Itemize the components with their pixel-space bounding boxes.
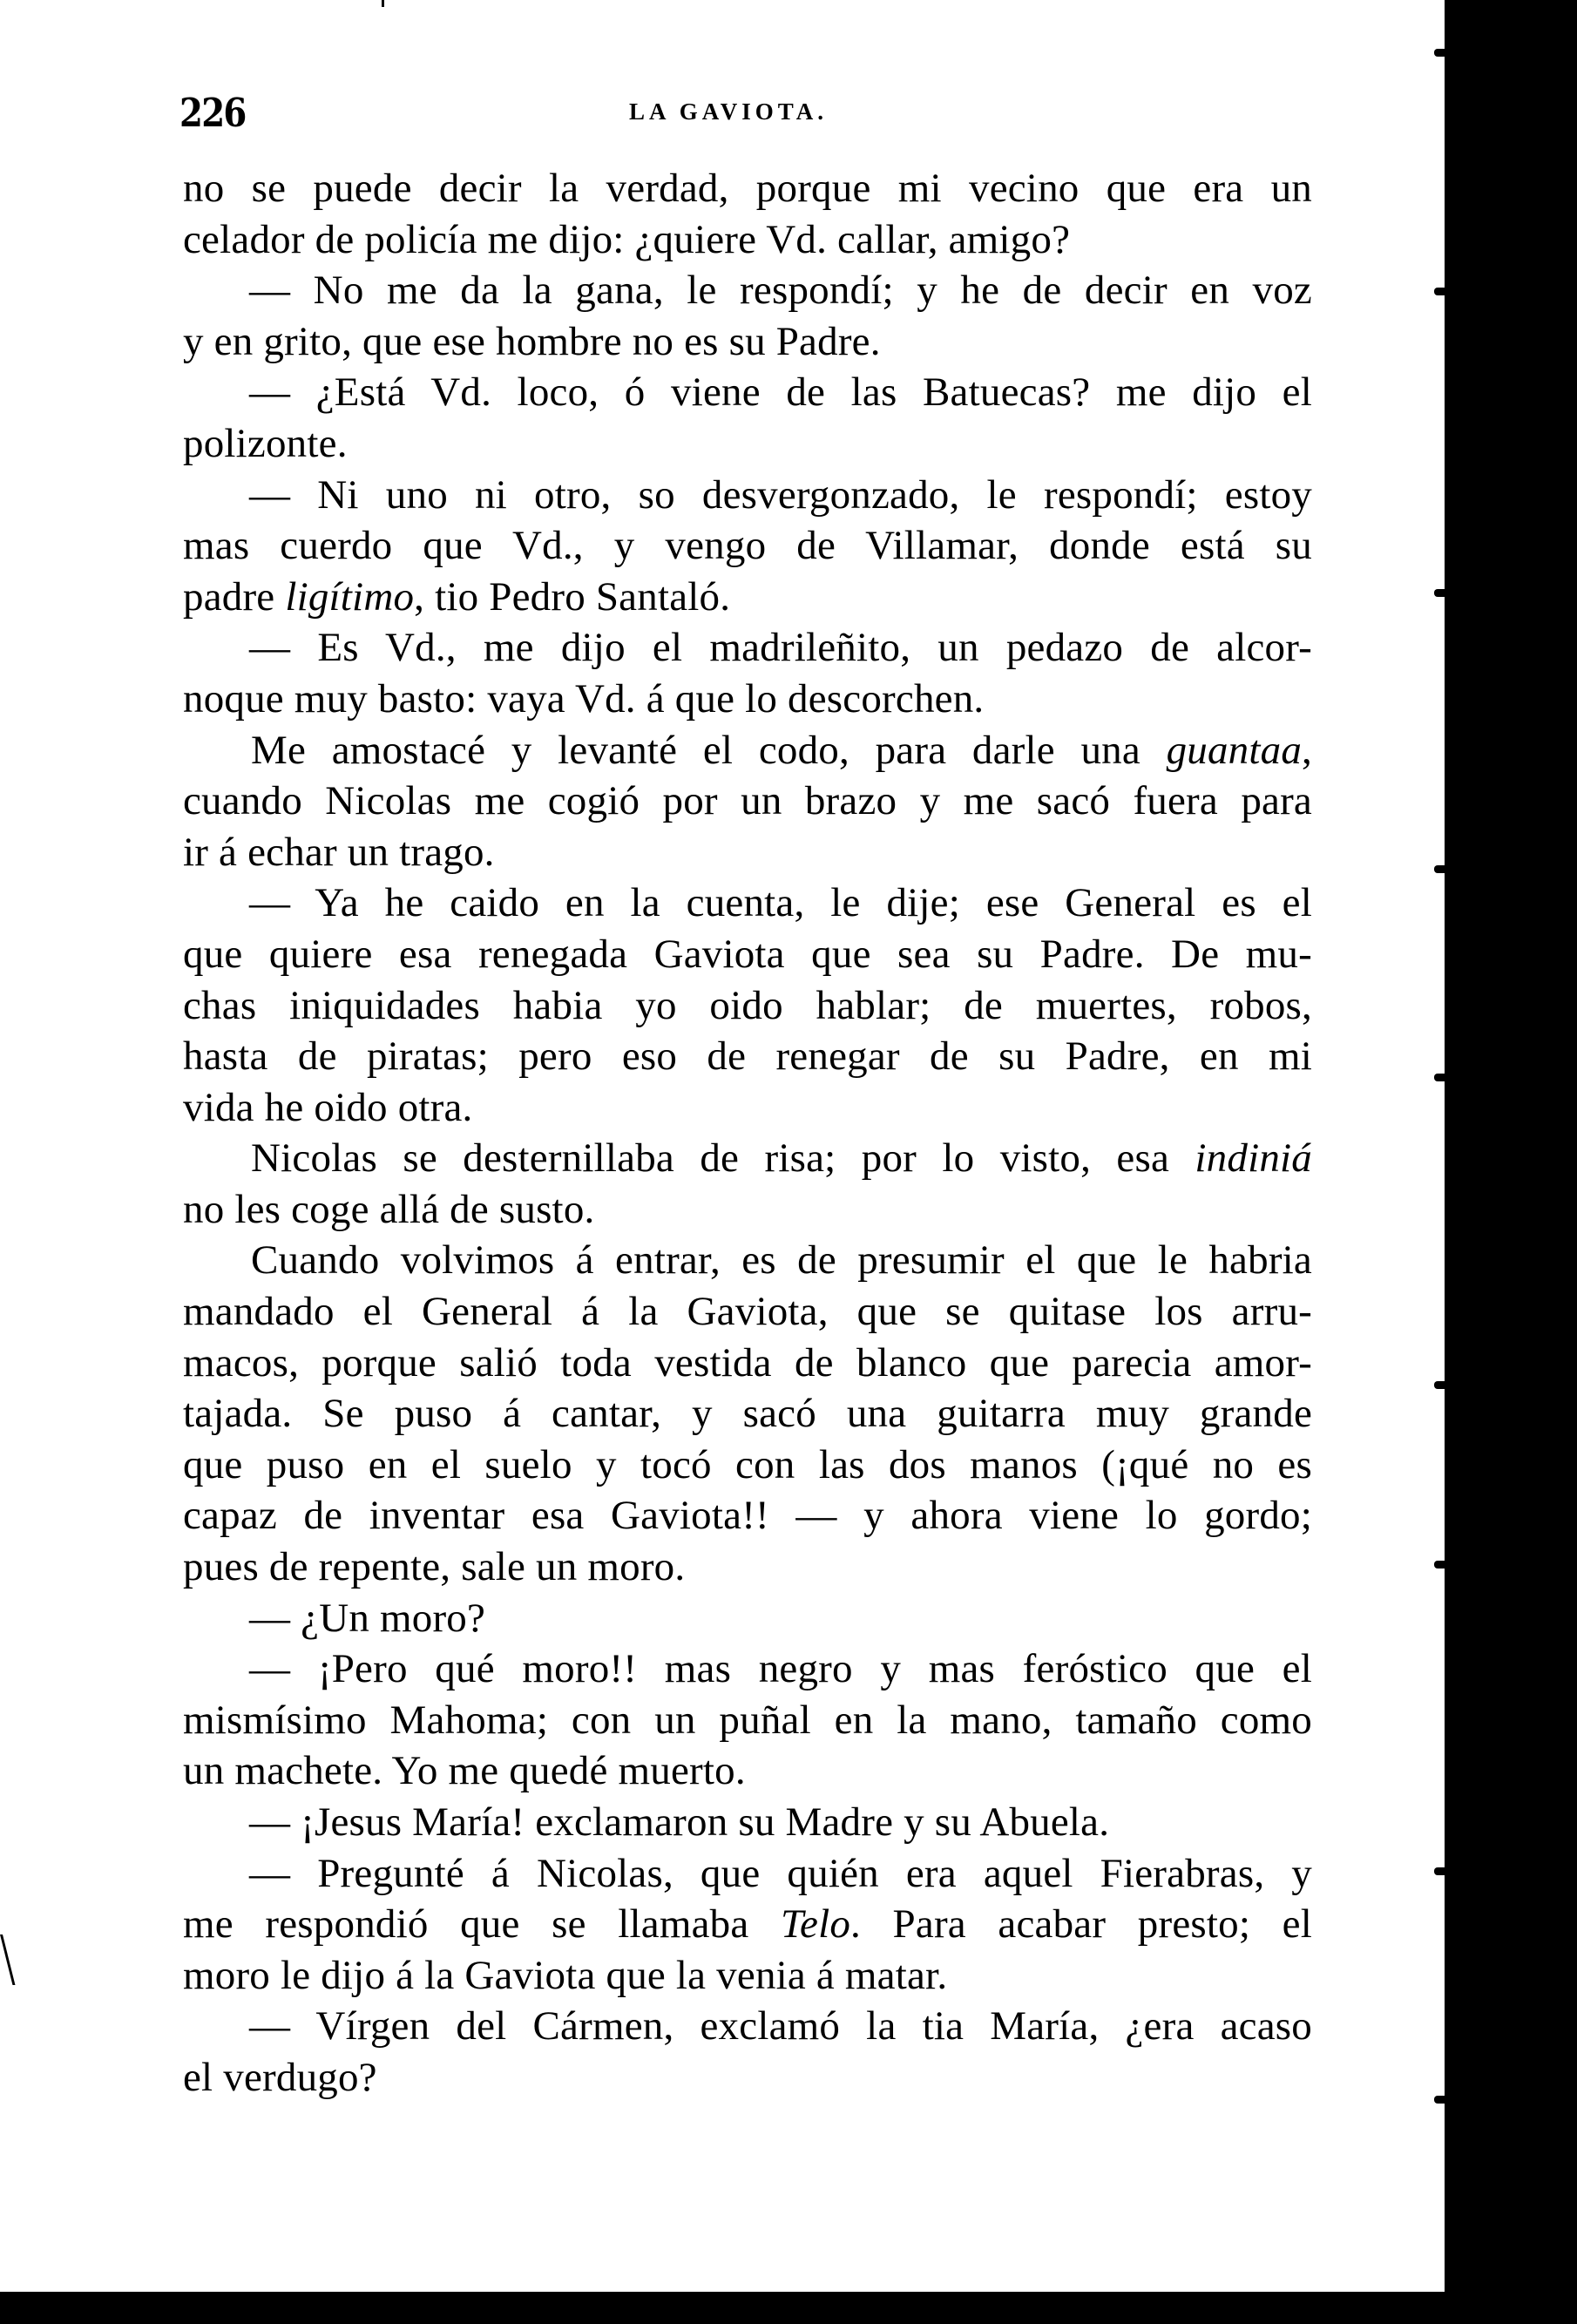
text-segment: Me amostacé y levanté el codo, para darle una [251, 727, 1167, 773]
text-segment: mas cuerdo que Vd., y vengo de Villamar, donde está su [183, 523, 1312, 569]
border-notch [1434, 1074, 1446, 1081]
text-line [183, 1490, 1312, 1541]
text-line [183, 1440, 1312, 1491]
text-segment: noque muy basto: vaya Vd. á que lo descorchen. [183, 675, 985, 722]
text-segment: mandado el General á la Gaviota, que se quitase los arru- [183, 1289, 1312, 1335]
italic-word: ligítimo [285, 573, 415, 620]
text-line [183, 1899, 1312, 1950]
text-segment: mismísimo Mahoma; con un puñal en la mano, tamaño como [183, 1697, 1312, 1743]
border-notch [1434, 589, 1446, 597]
text-segment: vida he oido otra. [183, 1084, 473, 1130]
text-segment: polizonte. [183, 420, 348, 466]
text-line [183, 572, 1312, 623]
text-line [183, 367, 1312, 418]
text-segment: hasta de piratas; pero eso de renegar de su Padre, en mi [183, 1033, 1312, 1080]
italic-word: Telo [780, 1901, 851, 1948]
text-line [183, 1593, 1312, 1644]
text-segment: Cuando volvimos á entrar, es de presumir el que le habria [251, 1237, 1312, 1284]
scan-border-bottom [0, 2292, 1577, 2324]
italic-word: guantaa [1166, 727, 1303, 773]
body-text [183, 163, 1312, 2104]
text-segment: no les coge allá de susto. [183, 1186, 595, 1232]
border-notch [1434, 49, 1446, 57]
border-notch [1434, 865, 1446, 873]
scan-speck [382, 0, 384, 7]
scan-border-right [1445, 0, 1577, 2324]
text-line [183, 214, 1312, 266]
text-line [183, 1388, 1312, 1440]
text-segment: pues de repente, sale un moro. [183, 1544, 686, 1590]
text-line [183, 622, 1312, 674]
border-notch [1434, 1561, 1446, 1569]
text-segment: chas iniquidades habia yo oido hablar; de muertes, robos, [183, 982, 1312, 1028]
text-line [183, 1950, 1312, 2002]
border-notch [1434, 2096, 1446, 2104]
text-line [183, 1184, 1312, 1236]
text-line [183, 265, 1312, 316]
text-line [183, 827, 1312, 878]
text-line [183, 2001, 1312, 2052]
text-segment: — Ya he caido en la cuenta, le dije; ese General es el [249, 880, 1312, 926]
text-segment: . Para acabar presto; el [850, 1901, 1312, 1948]
text-segment: cuando Nicolas me cogió por un brazo y me sacó fuera para [183, 778, 1312, 824]
text-line [183, 520, 1312, 572]
text-line [183, 418, 1312, 470]
text-line [183, 1643, 1312, 1695]
text-segment: — Es Vd., me dijo el madrileñito, un pedazo de alcor- [249, 625, 1312, 671]
text-line [183, 1695, 1312, 1746]
text-segment: — No me da la gana, le respondí; y he de decir en voz [249, 268, 1312, 314]
text-segment: Nicolas se desternillaba de risa; por lo visto, esa [251, 1135, 1195, 1182]
text-segment: — ¿Está Vd. loco, ó viene de las Batuecas? me dijo el [249, 369, 1312, 416]
text-line [183, 674, 1312, 725]
text-segment: — Vírgen del Cármen, exclamó la tia María, ¿era acaso [249, 2003, 1312, 2050]
text-segment: , [1302, 727, 1312, 773]
scan-artifact-line [0, 1934, 15, 1985]
text-segment: — Pregunté á Nicolas, que quién era aquel Fierabras, y [249, 1850, 1312, 1896]
text-segment: tajada. Se puso á cantar, y sacó una guitarra muy grande [183, 1391, 1312, 1437]
italic-word: indiniá [1195, 1135, 1312, 1182]
text-line [183, 1338, 1312, 1389]
border-notch [1434, 1867, 1446, 1875]
text-line [183, 163, 1312, 214]
text-line [183, 1082, 1312, 1134]
text-line [183, 1133, 1312, 1184]
text-segment: y en grito, que ese hombre no es su Padre. [183, 318, 881, 364]
text-segment: el verdugo? [183, 2054, 377, 2100]
text-segment: capaz de inventar esa Gaviota!! — y ahora viene lo gordo; [183, 1493, 1312, 1539]
text-segment: que puso en el suelo y tocó con las dos manos (¡qué no es [183, 1441, 1312, 1487]
text-line [183, 1286, 1312, 1338]
text-segment: — ¿Un moro? [249, 1595, 486, 1641]
text-segment: , tio Pedro Santaló. [414, 573, 731, 620]
text-segment: ir á echar un trago. [183, 829, 495, 875]
text-segment: moro le dijo á la Gaviota que la venia á matar. [183, 1952, 948, 1998]
running-head: LA GAVIOTA. [629, 98, 829, 125]
text-segment: macos, porque salió toda vestida de blanco que parecia amor- [183, 1339, 1312, 1386]
border-notch [1434, 288, 1446, 295]
page-number: 226 [179, 90, 246, 136]
text-line [183, 1235, 1312, 1286]
text-segment: un machete. Yo me quedé muerto. [183, 1748, 746, 1794]
text-segment: padre [183, 573, 286, 620]
text-segment: no se puede decir la verdad, porque mi vecino que era un [183, 166, 1312, 211]
text-line [183, 1031, 1312, 1082]
text-line [183, 1541, 1312, 1593]
text-line [183, 980, 1312, 1032]
text-line [183, 1745, 1312, 1797]
text-line [183, 470, 1312, 521]
text-segment: me respondió que se llamaba [183, 1901, 781, 1948]
text-line [183, 316, 1312, 368]
text-segment: — Ni uno ni otro, so desvergonzado, le respondí; estoy [249, 471, 1312, 518]
text-line [183, 725, 1312, 776]
text-segment: — ¡Pero qué moro!! mas negro y mas feróstico que el [249, 1646, 1312, 1692]
text-line [183, 2052, 1312, 2104]
text-segment: celador de policía me dijo: ¿quiere Vd. callar, amigo? [183, 216, 1071, 262]
text-line [183, 877, 1312, 929]
text-segment: — ¡Jesus María! exclamaron su Madre y su Abuela. [249, 1799, 1110, 1845]
border-notch [1434, 1381, 1446, 1389]
text-line [183, 1848, 1312, 1900]
text-line [183, 776, 1312, 827]
text-segment: que quiere esa renegada Gaviota que sea su Padre. De mu- [183, 931, 1312, 977]
text-line [183, 929, 1312, 980]
text-line [183, 1797, 1312, 1848]
